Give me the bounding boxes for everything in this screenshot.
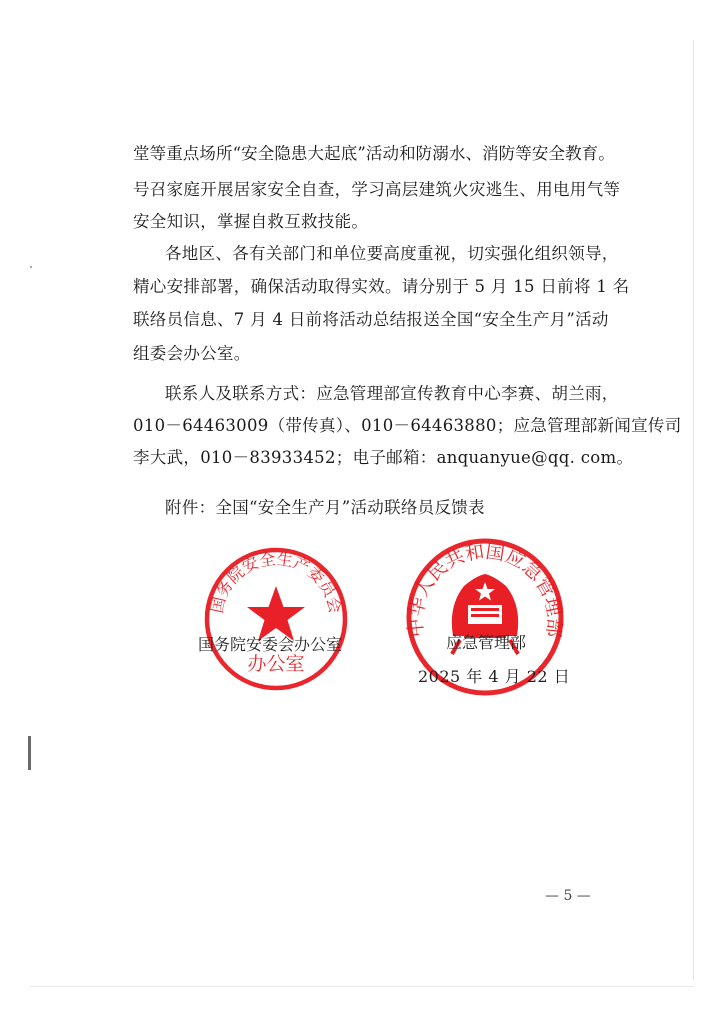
page-number: — 5 —: [545, 888, 591, 904]
body-line: 010－64463009（带传真）、010－64463880；应急管理部新闻宣传司: [133, 416, 682, 435]
body-line: 堂等重点场所“安全隐患大起底”活动和防溺水、消防等安全教育。: [133, 144, 615, 163]
scan-edge-right: [693, 40, 694, 980]
body-line: 安全知识，掌握自救互救技能。: [133, 212, 369, 231]
left-seal-center-text: 办公室: [247, 653, 305, 675]
scan-edge-bottom: [30, 986, 694, 987]
right-seal-ring-text: 中华人民共和国应急管理部: [404, 540, 566, 639]
signature-left-org: 国务院安委会办公室: [198, 635, 343, 654]
left-official-seal: [203, 546, 349, 692]
body-line: 组委会办公室。: [133, 344, 251, 363]
body-line: 号召家庭开展居家安全自查，学习高层建筑火灾逃生、用电用气等: [133, 180, 621, 199]
body-line: 联系人及联系方式：应急管理部宣传教育中心李赛、胡兰雨，: [165, 384, 619, 403]
body-line: 李大武，010－83933452；电子邮箱：anquanyue@qq. com。: [133, 448, 634, 467]
body-line: 各地区、各有关部门和单位要高度重视，切实强化组织领导，: [165, 244, 619, 263]
body-line: 精心安排部署，确保活动取得实效。请分别于 5 月 15 日前将 1 名: [133, 277, 630, 296]
body-line: 联络员信息、7 月 4 日前将活动总结报送全国“安全生产月”活动: [133, 310, 609, 329]
signature-date: 2025 年 4 月 22 日: [418, 667, 571, 686]
signature-right-org: 应急管理部: [446, 633, 527, 652]
attachment-line: 附件：全国“安全生产月”活动联络员反馈表: [165, 498, 485, 517]
scan-mark: [28, 736, 31, 770]
left-seal-ring-text: 国务院安全生产委员会: [207, 549, 345, 615]
scan-dot: [30, 266, 32, 268]
